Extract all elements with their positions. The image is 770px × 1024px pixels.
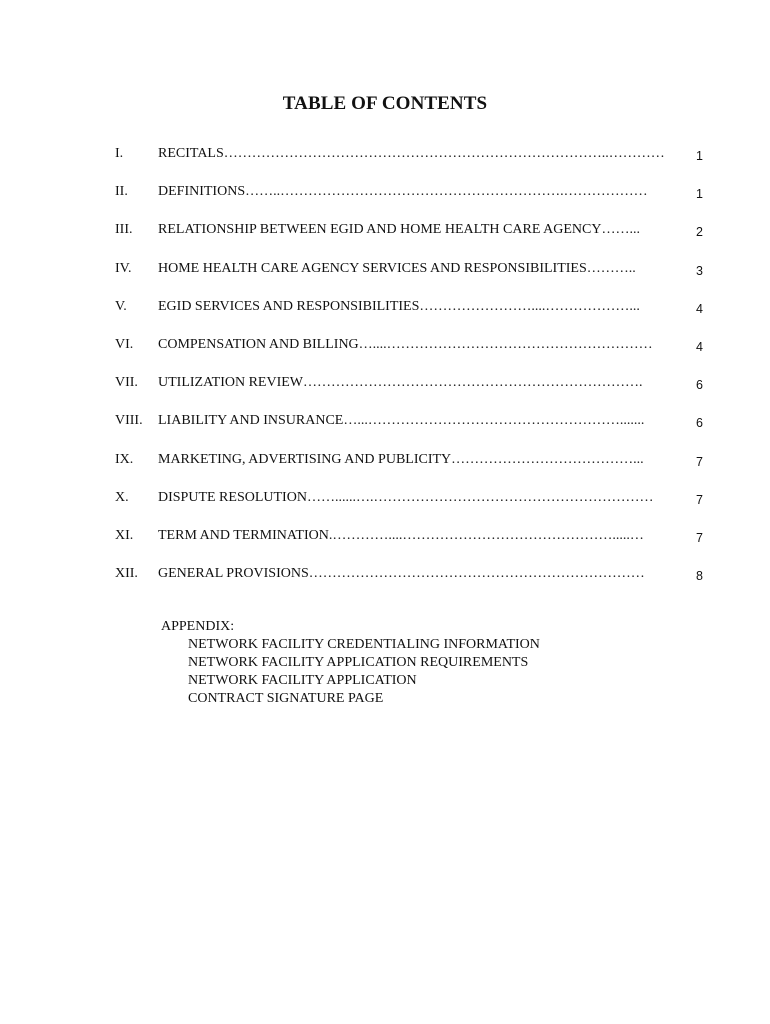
toc-entry-number: XII. [115, 566, 138, 581]
toc-entry [0, 488, 770, 508]
toc-entry-page-number: 4 [696, 340, 703, 354]
toc-entry-page-number: 1 [696, 187, 703, 201]
toc-entry-title: EGID SERVICES AND RESPONSIBILITIES……………………....………………... [158, 299, 640, 314]
toc-entry-page-number: 4 [696, 302, 703, 316]
toc-entry-title: TERM AND TERMINATION.…………....……………………………………….....… [158, 528, 644, 543]
toc-entry-title: DISPUTE RESOLUTION……......….…………………………………………………… [158, 490, 654, 505]
toc-entry-title: MARKETING, ADVERTISING AND PUBLICITY…………………………………... [158, 452, 644, 467]
toc-entry-number: VIII. [115, 413, 143, 428]
toc-entry-title: RECITALS………………………………………………………………………..………… [158, 146, 665, 161]
toc-entry-number: VI. [115, 337, 134, 352]
toc-entry [0, 411, 770, 431]
toc-entry-number: III. [115, 222, 133, 237]
toc-entry-title: COMPENSATION AND BILLING…....………………………………………………… [158, 337, 653, 352]
toc-entry-title: LIABILITY AND INSURANCE…...………………………………………………....... [158, 413, 645, 428]
toc-entry-page-number: 6 [696, 416, 703, 430]
toc-entry-page-number: 6 [696, 378, 703, 392]
appendix-heading: APPENDIX: [161, 619, 235, 634]
toc-entry [0, 297, 770, 317]
toc-entry [0, 220, 770, 240]
toc-entry-page-number: 7 [696, 493, 703, 507]
toc-entry [0, 144, 770, 164]
toc-entry-page-number: 1 [696, 149, 703, 163]
toc-entry-number: VII. [115, 375, 138, 390]
toc-entry-number: IX. [115, 452, 134, 467]
toc-entry-number: XI. [115, 528, 134, 543]
toc-entry [0, 564, 770, 584]
toc-entry-title: DEFINITIONS……..…………………………………………………….……………… [158, 184, 648, 199]
toc-entry [0, 335, 770, 355]
appendix-item: NETWORK FACILITY CREDENTIALING INFORMATION [188, 637, 540, 652]
toc-entry [0, 450, 770, 470]
toc-entry-page-number: 7 [696, 455, 703, 469]
toc-entry-page-number: 7 [696, 531, 703, 545]
toc-entry-title: UTILIZATION REVIEW………………………………………………………………. [158, 375, 643, 390]
toc-entry-number: X. [115, 490, 129, 505]
appendix-list [161, 636, 540, 708]
toc-entry-page-number: 8 [696, 569, 703, 583]
toc-entry-number: IV. [115, 261, 132, 276]
appendix-section [161, 618, 540, 708]
toc-entry-title: GENERAL PROVISIONS……………………………………………………………… [158, 566, 645, 581]
toc-entry-title: RELATIONSHIP BETWEEN EGID AND HOME HEALTH CARE AGENCY……... [158, 222, 640, 237]
toc-entry [0, 373, 770, 393]
toc-entry-number: I. [115, 146, 124, 161]
toc-entry-page-number: 2 [696, 225, 703, 239]
page-title: TABLE OF CONTENTS [282, 93, 488, 114]
appendix-item: CONTRACT SIGNATURE PAGE [188, 691, 384, 706]
toc-entry-number: V. [115, 299, 127, 314]
toc-entry-page-number: 3 [696, 264, 703, 278]
toc-entry [0, 259, 770, 279]
toc-entry-number: II. [115, 184, 128, 199]
toc-entry-title: HOME HEALTH CARE AGENCY SERVICES AND RESPONSIBILITIES……….. [158, 261, 636, 276]
appendix-item: NETWORK FACILITY APPLICATION [188, 673, 417, 688]
toc-entry [0, 182, 770, 202]
appendix-item: NETWORK FACILITY APPLICATION REQUIREMENTS [188, 655, 529, 670]
toc-entry [0, 526, 770, 546]
